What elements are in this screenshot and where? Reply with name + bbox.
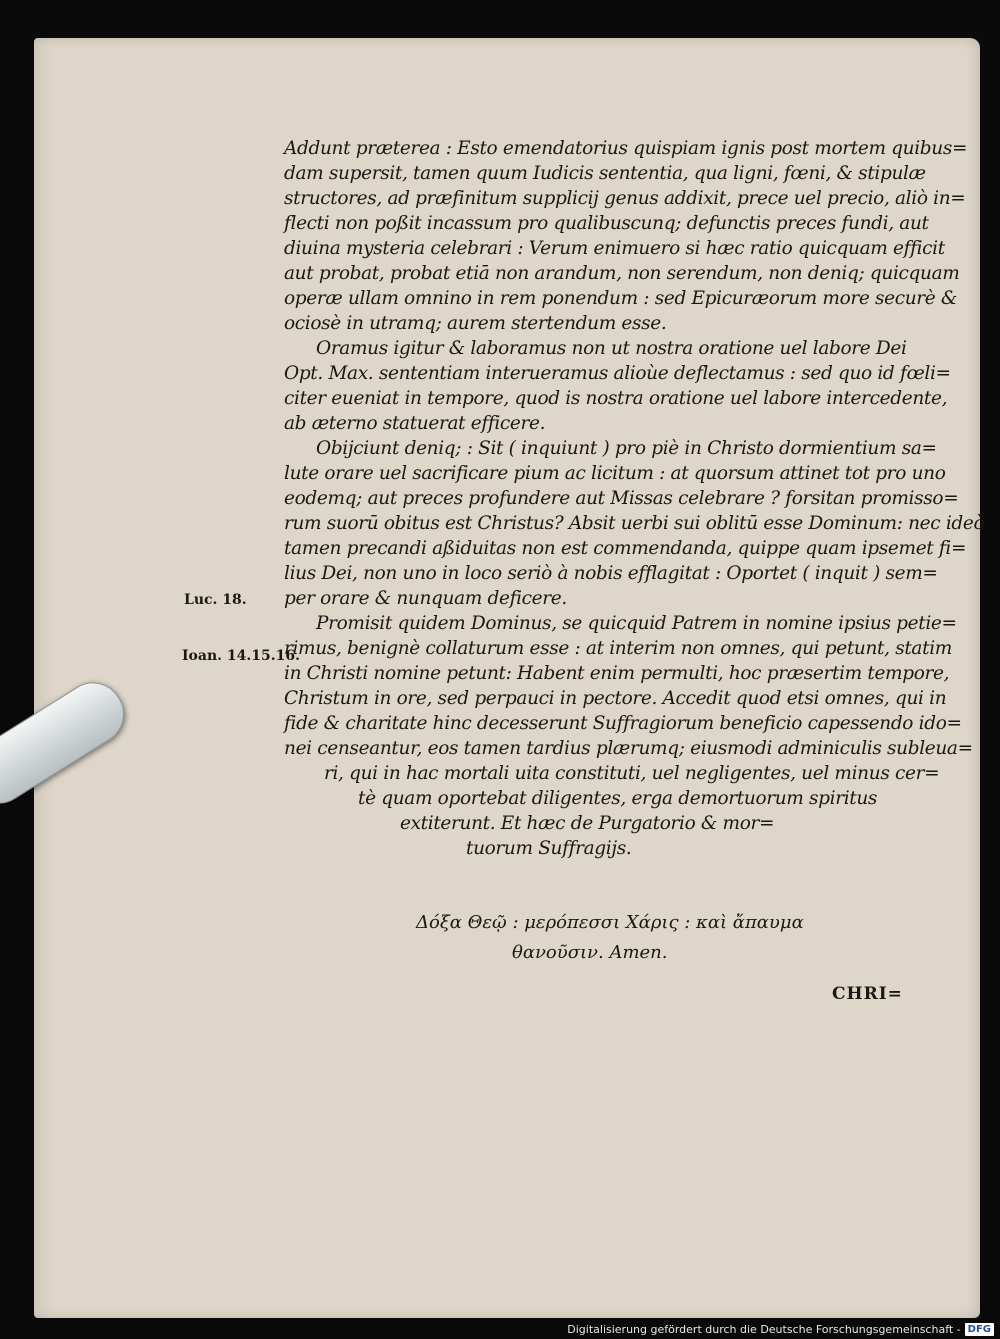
- text-line: flecti non poßit incassum pro qualibuscunq; defunctis preces fundi, aut: [284, 213, 929, 234]
- greek-verse-line-2: θανοῦσιν. Amen.: [512, 942, 668, 963]
- text-line: diuina mysteria celebrari : Verum enimuero si hӕc ratio quicquam efficit: [284, 238, 945, 259]
- text-line: nei censeantur, eos tamen tardius plærumq; eiusmodi adminiculis subleua=: [284, 738, 973, 759]
- text-line: ab ӕterno statuerat efficere.: [284, 413, 546, 434]
- digitization-footer: [567, 1323, 994, 1336]
- text-line: extiterunt. Et hӕc de Purgatorio & mor=: [400, 813, 775, 834]
- text-line: Addunt prӕterea : Esto emendatorius quispiam ignis post mortem quibus=: [284, 138, 968, 159]
- text-line: eodemq; aut preces profundere aut Missas celebrare ? forsitan promisso=: [284, 488, 959, 509]
- text-line: aut probat, probat etiā non arandum, non serendum, non deniq; quicquam: [284, 263, 960, 284]
- text-line: tamen precandi aßiduitas non est commendanda, quippe quam ipsemet fi=: [284, 538, 967, 559]
- text-line: Obijciunt deniq; : Sit ( inquiunt ) pro piè in Christo dormientium sa=: [316, 438, 937, 459]
- text-line: structores, ad prӕfinitum supplicij genus addixit, prece uel precio, aliò in=: [284, 188, 966, 209]
- text-line: tuorum Suffragijs.: [466, 838, 632, 859]
- text-line: Christum in ore, sed perpauci in pectore. Accedit quod etsi omnes, qui in: [284, 688, 947, 709]
- text-line: ri, qui in hac mortali uita constituti, uel negligentes, uel minus cer=: [324, 763, 940, 784]
- text-line: rum suorū obitus est Christus? Absit uerbi sui oblitū esse Dominum: nec ideò: [284, 513, 985, 534]
- text-line: rimus, benignè collaturum esse : at interim non omnes, qui petunt, statim: [284, 638, 952, 659]
- text-line: tè quam oportebat diligentes, erga demortuorum spiritus: [358, 788, 878, 809]
- dfg-logo-icon: DFG: [965, 1323, 994, 1336]
- text-line: ociosè in utramq; aurem stertendum esse.: [284, 313, 667, 334]
- greek-verse-line-1: Δόξα Θεῷ : μερόπεσσι Χάρις : καὶ ἄπαυμα: [416, 912, 804, 933]
- text-line: operӕ ullam omnino in rem ponendum : sed Epicurӕorum more securè &: [284, 288, 958, 309]
- margin-note-luc: Luc. 18.: [184, 592, 247, 608]
- text-line: citer eueniat in tempore, quod is nostra oratione uel labore intercedente,: [284, 388, 948, 409]
- catchword: CHRI=: [832, 984, 903, 1004]
- text-line: in Christi nomine petunt: Habent enim permulti, hoc prӕsertim tempore,: [284, 663, 950, 684]
- text-line: Opt. Max. sententiam interueramus alioùe deflectamus : sed quo id fœli=: [284, 363, 951, 384]
- margin-note-ioan: Ioan. 14.15.16.: [182, 648, 300, 664]
- text-line: per orare & nunquam deficere.: [284, 588, 567, 609]
- text-line: Promisit quidem Dominus, se quicquid Patrem in nomine ipsius petie=: [316, 613, 957, 634]
- text-line: fide & charitate hinc decesserunt Suffragiorum beneficio capessendo ido=: [284, 713, 962, 734]
- main-text-block: [284, 138, 985, 898]
- text-line: Oramus igitur & laboramus non ut nostra oratione uel labore Dei: [316, 338, 907, 359]
- footer-credit: Digitalisierung gefördert durch die Deutsche Forschungsgemeinschaft -: [567, 1323, 961, 1336]
- text-line: lius Dei, non uno in loco seriò à nobis efflagitat : Oportet ( inquit ) sem=: [284, 563, 938, 584]
- text-line: lute orare uel sacrificare pium ac licitum : at quorsum attinet tot pro uno: [284, 463, 946, 484]
- text-line: dam supersit, tamen quum Iudicis sententia, qua ligni, fœni, & stipulӕ: [284, 163, 926, 184]
